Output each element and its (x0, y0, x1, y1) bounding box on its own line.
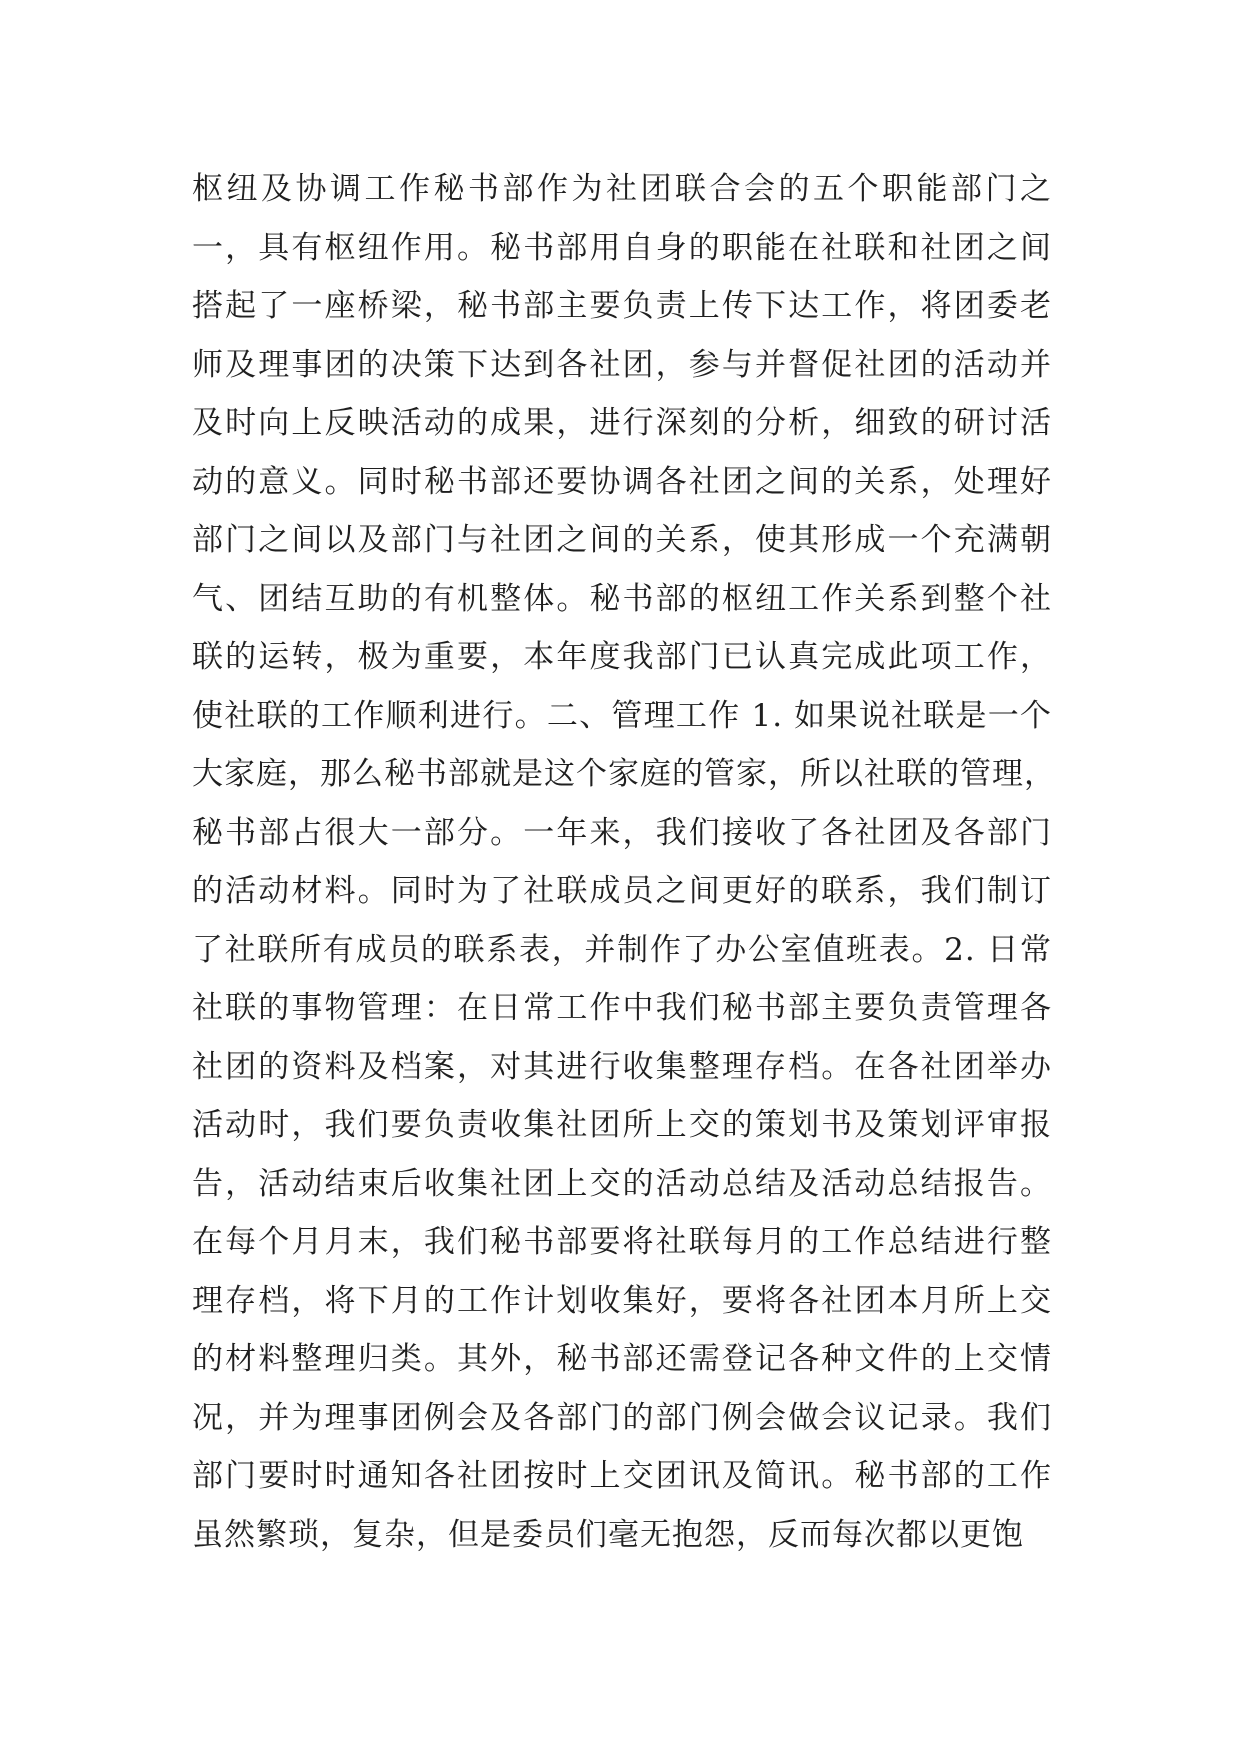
text-line: 联的运转，极为重要，本年度我部门已认真完成此项工作， (192, 639, 1052, 675)
text-line: 虽然繁琐，复杂，但是委员们毫无抱怨，反而每次都以更饱 (192, 1516, 1024, 1553)
text-line: 部门之间以及部门与社团之间的关系，使其形成一个充满朝 (192, 522, 1052, 558)
text-line: 的材料整理归类。其外，秘书部还需登记各种文件的上交情 (192, 1341, 1052, 1377)
text-line: 气、团结互助的有机整体。秘书部的枢纽工作关系到整个社 (192, 580, 1052, 617)
text-line: 况，并为理事团例会及各部门的部门例会做会议记录。我们 (192, 1399, 1052, 1436)
text-line: 秘书部占很大一部分。一年来，我们接收了各社团及各部门 (192, 814, 1052, 851)
text-line: 社联的事物管理：在日常工作中我们秘书部主要负责管理各 (192, 990, 1052, 1026)
text-line: 活动时，我们要负责收集社团所上交的策划书及策划评审报 (192, 1107, 1052, 1143)
text-line: 搭起了一座桥梁，秘书部主要负责上传下达工作，将团委老 (192, 288, 1052, 324)
text-line: 理存档，将下月的工作计划收集好，要将各社团本月所上交 (192, 1282, 1052, 1319)
text-line: 动的意义。同时秘书部还要协调各社团之间的关系，处理好 (192, 463, 1052, 500)
text-line: 枢纽及协调工作秘书部作为社团联合会的五个职能部门之 (192, 171, 1052, 207)
text-line: 部门要时时通知各社团按时上交团讯及简讯。秘书部的工作 (192, 1458, 1052, 1494)
text-line: 了社联所有成员的联系表，并制作了办公室值班表。2. 日常 (192, 931, 1052, 968)
text-line: 在每个月月末，我们秘书部要将社联每月的工作总结进行整 (192, 1224, 1052, 1260)
text-line: 大家庭，那么秘书部就是这个家庭的管家，所以社联的管理， (192, 756, 1056, 792)
body-text (192, 160, 1056, 1564)
text-line: 师及理事团的决策下达到各社团，参与并督促社团的活动并 (192, 346, 1052, 383)
text-line: 使社联的工作顺利进行。二、管理工作 1. 如果说社联是一个 (192, 697, 1052, 734)
text-line: 及时向上反映活动的成果，进行深刻的分析，细致的研讨活 (192, 405, 1052, 441)
text-line: 一，具有枢纽作用。秘书部用自身的职能在社联和社团之间 (192, 229, 1052, 266)
text-line: 告，活动结束后收集社团上交的活动总结及活动总结报告。 (192, 1165, 1052, 1202)
text-line: 的活动材料。同时为了社联成员之间更好的联系，我们制订 (192, 873, 1052, 909)
text-line: 社团的资料及档案，对其进行收集整理存档。在各社团举办 (192, 1048, 1052, 1085)
